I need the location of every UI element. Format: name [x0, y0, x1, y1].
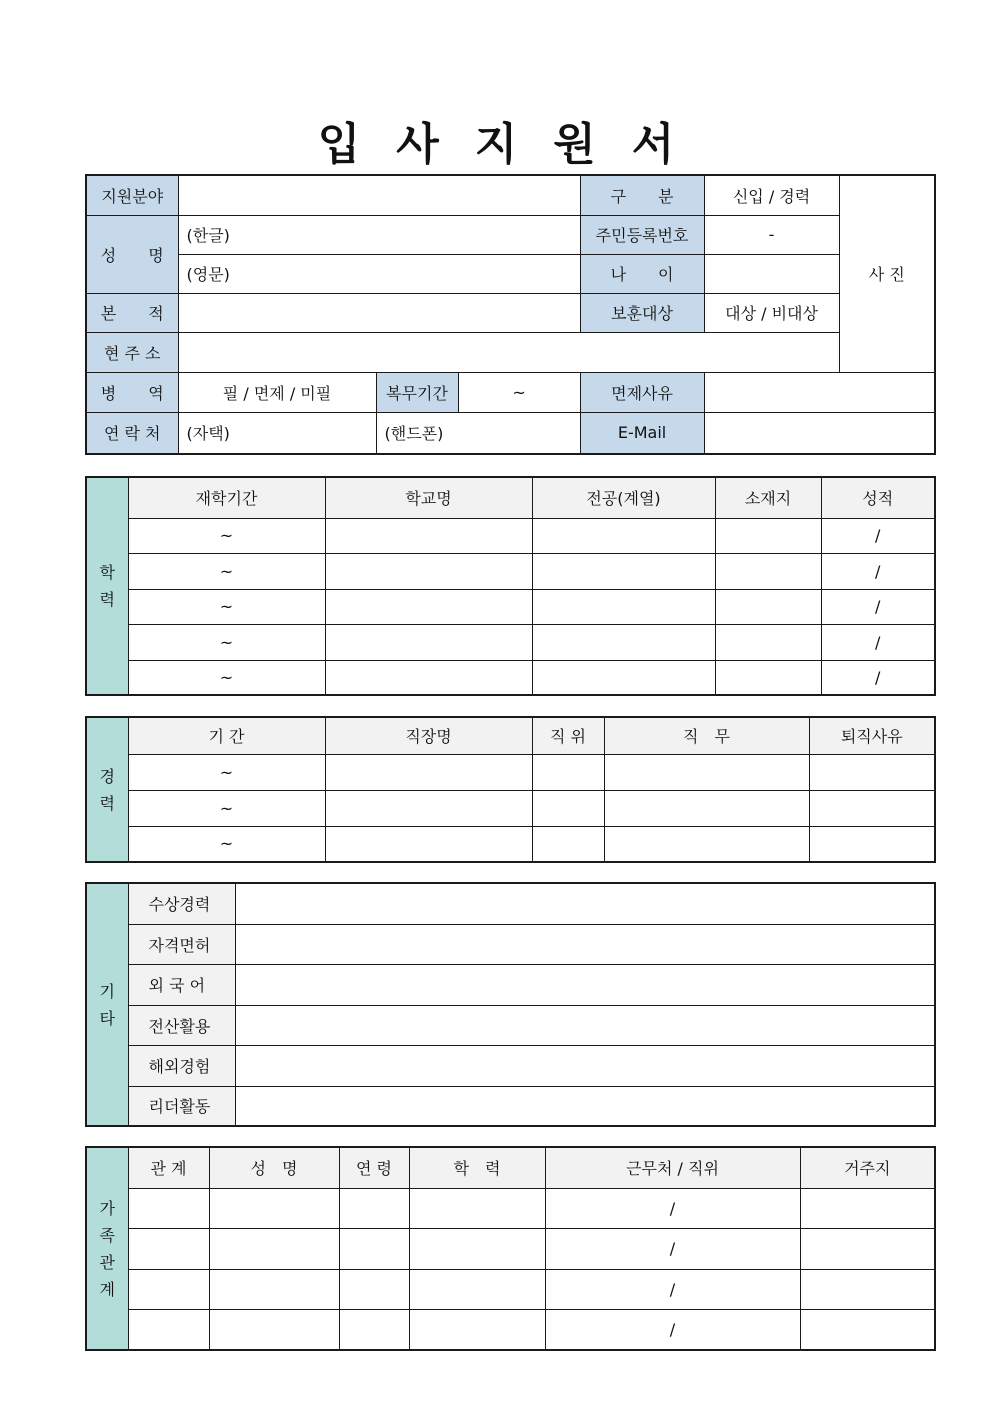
name-cell[interactable] [209, 1269, 339, 1309]
age-label: 나 이 [580, 254, 704, 293]
page-title [0, 108, 992, 172]
email-input[interactable] [704, 412, 935, 454]
school-cell[interactable] [325, 660, 532, 695]
email-label: E-Mail [580, 412, 704, 454]
service-period-input[interactable]: ~ [458, 372, 580, 412]
section-char: 경 [99, 766, 115, 786]
column-header: 근무처 / 직위 [545, 1147, 800, 1188]
school-cell[interactable] [325, 624, 532, 660]
column-header: 성적 [821, 477, 935, 518]
period-cell[interactable]: ~ [128, 518, 325, 553]
grade-cell[interactable]: / [821, 518, 935, 553]
other-section-label [86, 883, 128, 1126]
other-item-input[interactable] [235, 883, 935, 924]
address-input[interactable] [178, 332, 839, 372]
table-row [86, 589, 935, 624]
column-header: 직장명 [325, 717, 532, 754]
table-row [86, 826, 935, 862]
title-char: 입 [317, 119, 361, 170]
military-value[interactable]: 필 / 면제 / 미필 [178, 372, 376, 412]
other-item-input[interactable] [235, 1005, 935, 1045]
section-char: 계 [99, 1279, 115, 1299]
grade-cell[interactable]: / [821, 553, 935, 589]
name-label: 성 명 [86, 215, 178, 293]
section-char: 족 [99, 1225, 115, 1245]
age-cell[interactable] [339, 1309, 409, 1350]
work-cell[interactable]: / [545, 1188, 800, 1228]
other-table [85, 882, 936, 1127]
mobile-phone-input[interactable]: (핸드폰) [376, 412, 580, 454]
column-header: 관 계 [128, 1147, 209, 1188]
major-cell[interactable] [532, 624, 715, 660]
table-row [86, 1228, 935, 1269]
section-char: 가 [99, 1198, 115, 1218]
residence-cell[interactable] [800, 1228, 935, 1269]
location-cell[interactable] [715, 660, 821, 695]
other-item-input[interactable] [235, 924, 935, 964]
exemption-input[interactable] [704, 372, 935, 412]
other-item-input[interactable] [235, 964, 935, 1005]
column-header: 재학기간 [128, 477, 325, 518]
photo-box[interactable] [839, 175, 935, 372]
other-item-input[interactable] [235, 1086, 935, 1126]
grade-cell[interactable]: / [821, 589, 935, 624]
school-cell[interactable] [325, 589, 532, 624]
contact-label: 연 락 처 [86, 412, 178, 454]
period-cell[interactable]: ~ [128, 754, 325, 790]
grade-cell[interactable]: / [821, 660, 935, 695]
period-cell[interactable]: ~ [128, 553, 325, 589]
other-item-label: 수상경력 [128, 883, 235, 924]
position-cell[interactable] [532, 826, 604, 862]
column-header: 연 령 [339, 1147, 409, 1188]
column-header: 전공(계열) [532, 477, 715, 518]
address-label: 현 주 소 [86, 332, 178, 372]
education-section-label [86, 477, 128, 695]
home-phone-input[interactable]: (자택) [178, 412, 376, 454]
other-item-label: 해외경험 [128, 1045, 235, 1086]
title-char: 원 [553, 119, 596, 170]
company-cell[interactable] [325, 790, 532, 826]
period-cell[interactable]: ~ [128, 589, 325, 624]
age-cell[interactable] [339, 1188, 409, 1228]
exemption-label: 면제사유 [580, 372, 704, 412]
period-cell[interactable]: ~ [128, 790, 325, 826]
relation-cell[interactable] [128, 1309, 209, 1350]
column-header: 퇴직사유 [809, 717, 935, 754]
title-char: 사 [396, 119, 439, 170]
veteran-value[interactable]: 대상 / 비대상 [704, 293, 839, 332]
age-input[interactable] [704, 254, 839, 293]
period-cell[interactable]: ~ [128, 660, 325, 695]
table-row [86, 1188, 935, 1228]
location-cell[interactable] [715, 518, 821, 553]
table-row [86, 518, 935, 553]
education-table [85, 476, 936, 696]
position-cell[interactable] [532, 790, 604, 826]
column-header: 소재지 [715, 477, 821, 518]
title-char: 서 [631, 119, 675, 170]
service-period-label: 복무기간 [376, 372, 458, 412]
table-row [86, 660, 935, 695]
column-header: 직 위 [532, 717, 604, 754]
school-cell[interactable] [325, 553, 532, 589]
other-item-label: 외 국 어 [128, 964, 235, 1005]
company-cell[interactable] [325, 826, 532, 862]
name-english-input[interactable]: (영문) [178, 254, 580, 293]
other-item-label: 전산활용 [128, 1005, 235, 1045]
table-row [86, 790, 935, 826]
relation-cell[interactable] [128, 1269, 209, 1309]
leave-reason-cell[interactable] [809, 790, 935, 826]
column-header: 성 명 [209, 1147, 339, 1188]
origin-label: 본 적 [86, 293, 178, 332]
career-section-label [86, 717, 128, 862]
duty-cell[interactable] [604, 754, 809, 790]
major-cell[interactable] [532, 553, 715, 589]
location-cell[interactable] [715, 589, 821, 624]
column-header: 학교명 [325, 477, 532, 518]
relation-cell[interactable] [128, 1228, 209, 1269]
name-korean-input[interactable]: (한글) [178, 215, 580, 254]
table-row [86, 553, 935, 589]
military-label: 병 역 [86, 372, 178, 412]
company-cell[interactable] [325, 754, 532, 790]
grade-cell[interactable]: / [821, 624, 935, 660]
residence-cell[interactable] [800, 1188, 935, 1228]
family-table [85, 1146, 936, 1351]
education-cell[interactable] [409, 1228, 545, 1269]
basic-info-table [85, 174, 936, 455]
education-cell[interactable] [409, 1269, 545, 1309]
duty-cell[interactable] [604, 790, 809, 826]
school-cell[interactable] [325, 518, 532, 553]
table-row [86, 1309, 935, 1350]
period-cell[interactable]: ~ [128, 826, 325, 862]
table-row [86, 1269, 935, 1309]
name-cell[interactable] [209, 1188, 339, 1228]
field-label: 지원분야 [86, 175, 178, 215]
table-row [86, 754, 935, 790]
column-header: 학 력 [409, 1147, 545, 1188]
column-header: 기 간 [128, 717, 325, 754]
category-label: 구 분 [580, 175, 704, 215]
location-cell[interactable] [715, 624, 821, 660]
location-cell[interactable] [715, 553, 821, 589]
column-header: 거주지 [800, 1147, 935, 1188]
major-cell[interactable] [532, 518, 715, 553]
duty-cell[interactable] [604, 826, 809, 862]
family-section-label [86, 1147, 128, 1350]
period-cell[interactable]: ~ [128, 624, 325, 660]
other-item-label: 자격면허 [128, 924, 235, 964]
table-row [86, 624, 935, 660]
age-cell[interactable] [339, 1269, 409, 1309]
section-char: 력 [99, 590, 115, 609]
major-cell[interactable] [532, 660, 715, 695]
rrn-input[interactable]: - [704, 215, 839, 254]
origin-input[interactable] [178, 293, 580, 332]
work-cell[interactable]: / [545, 1228, 800, 1269]
section-char: 력 [99, 793, 115, 813]
rrn-label: 주민등록번호 [580, 215, 704, 254]
age-cell[interactable] [339, 1228, 409, 1269]
section-char: 기 [99, 981, 115, 1001]
section-char: 학 [99, 563, 115, 582]
major-cell[interactable] [532, 589, 715, 624]
other-item-label: 리더활동 [128, 1086, 235, 1126]
veteran-label: 보훈대상 [580, 293, 704, 332]
residence-cell[interactable] [800, 1309, 935, 1350]
residence-cell[interactable] [800, 1269, 935, 1309]
education-cell[interactable] [409, 1309, 545, 1350]
education-cell[interactable] [409, 1188, 545, 1228]
leave-reason-cell[interactable] [809, 754, 935, 790]
relation-cell[interactable] [128, 1188, 209, 1228]
career-table [85, 716, 936, 863]
work-cell[interactable]: / [545, 1309, 800, 1350]
section-char: 타 [99, 1008, 115, 1028]
name-cell[interactable] [209, 1228, 339, 1269]
photo-label: 사 진 [868, 265, 905, 285]
field-input[interactable] [178, 175, 580, 215]
column-header: 직 무 [604, 717, 809, 754]
position-cell[interactable] [532, 754, 604, 790]
leave-reason-cell[interactable] [809, 826, 935, 862]
other-item-input[interactable] [235, 1045, 935, 1086]
title-char: 지 [474, 119, 518, 170]
section-char: 관 [99, 1252, 115, 1272]
category-value[interactable]: 신입 / 경력 [704, 175, 839, 215]
work-cell[interactable]: / [545, 1269, 800, 1309]
name-cell[interactable] [209, 1309, 339, 1350]
